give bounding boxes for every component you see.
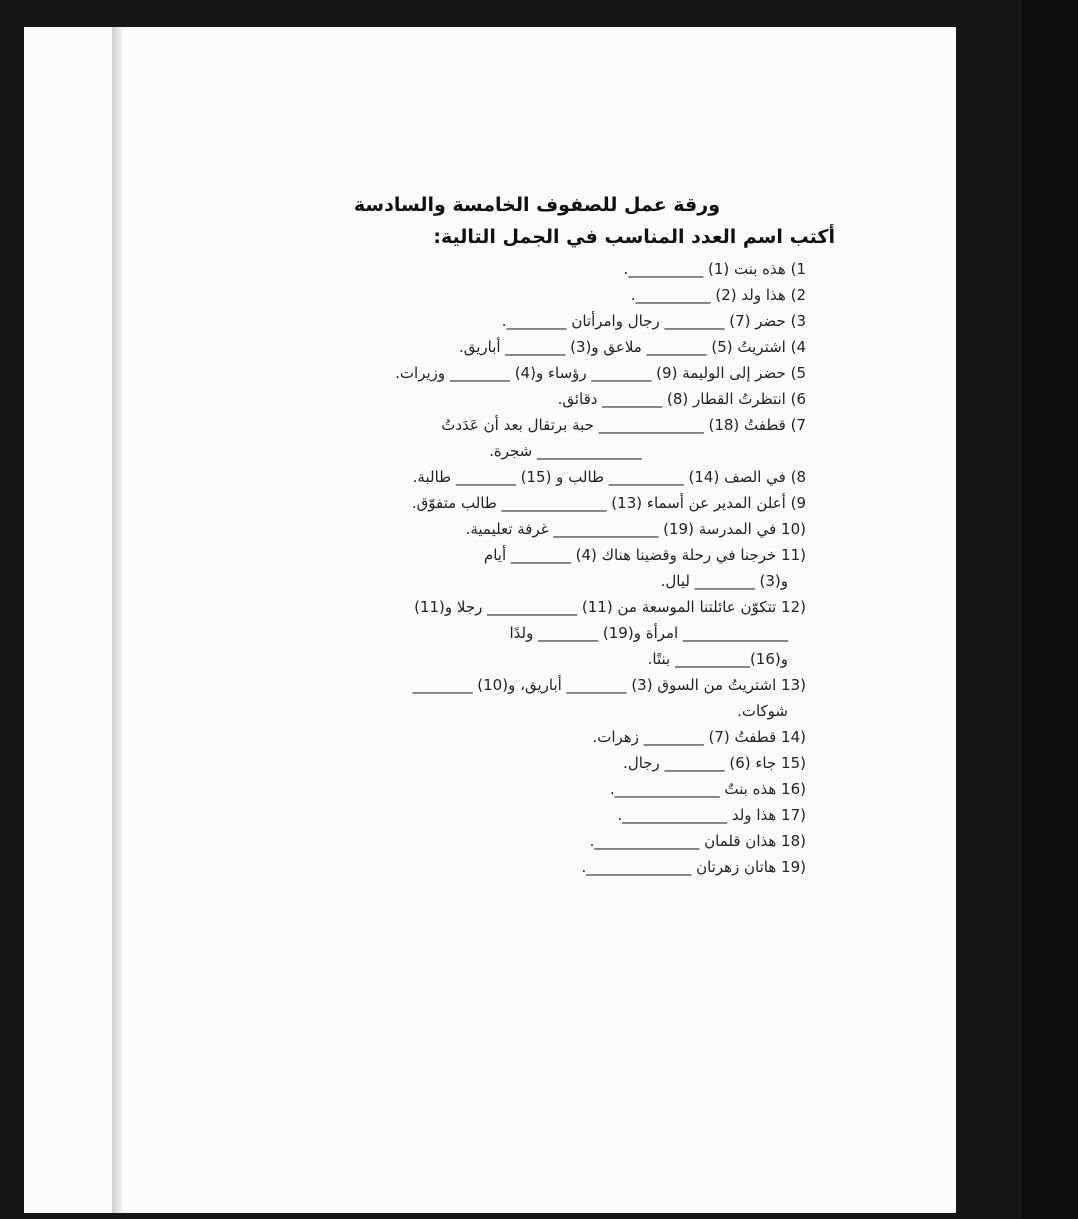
exercise-line-11: (11 خرجنا في رحلة وقضينا هناك (4) ________ أيام [483, 546, 806, 564]
exercise-line-4: 4) اشتريتُ (5) ________ ملاعق و(3) ________ أباريق. [458, 338, 806, 356]
page-gutter [112, 27, 122, 1213]
exercise-line-18: (18 هذان قلمان ______________. [589, 832, 806, 850]
exercise-line-6: 6) انتظرتُ القطار (8) ________ دقائق. [557, 390, 806, 408]
exercise-line-12-continuation-a: ______________ امرأة و(19) ________ ولدًا [509, 624, 788, 642]
exercise-line-13: (13 اشتريتُ من السوق (3) ________ أباريق، و(10) ________ [412, 676, 806, 694]
exercise-line-12-continuation-b: و(16)__________ بنتًا. [647, 650, 788, 668]
exercise-line-14: (14 قطفتُ (7) ________ زهرات. [592, 728, 806, 746]
exercise-line-15: (15 جاء (6) ________ رجال. [623, 754, 806, 772]
exercise-line-9: 9) أعلن المدير عن أسماء (13) ______________ طالب متفوّق. [411, 494, 806, 512]
exercise-line-7: 7) قطفتُ (18) ______________ حبة برتقال بعد أن عَدَدتُ [441, 416, 806, 434]
exercise-line-2: 2) هذا ولد (2) __________. [630, 286, 806, 304]
worksheet-instruction: أكتب اسم العدد المناسب في الجمل التالية: [433, 226, 835, 248]
exercise-line-3: 3) حضر (7) ________ رجال وامرأتان ________. [501, 312, 806, 330]
worksheet-title: ورقة عمل للصفوف الخامسة والسادسة [353, 194, 720, 216]
exercise-line-16: (16 هذه بنتٌ ______________. [609, 780, 806, 798]
exercise-line-10: (10 في المدرسة (19) ______________ غرفة تعليمية. [465, 520, 806, 538]
exercise-line-8: 8) في الصف (14) __________ طالب و (15) ________ طالبة. [412, 468, 806, 486]
viewer-right-bar [1022, 0, 1078, 1219]
exercise-line-13-continuation: شوكات. [737, 702, 788, 720]
exercise-line-5: 5) حضر إلى الوليمة (9) ________ رؤساء و(4) ________ وزيرات. [395, 364, 806, 382]
exercise-line-12: (12 تتكوّن عائلتنا الموسعة من (11) ____________ رجلا و(11) [414, 598, 806, 616]
exercise-line-19: (19 هاتان زهرتان ______________. [581, 858, 806, 876]
exercise-line-11-continuation: و(3) ________ ليال. [660, 572, 788, 590]
exercise-line-17: (17 هذا ولد ______________. [617, 806, 806, 824]
exercise-line-7-continuation: ______________ شجرة. [489, 442, 642, 460]
exercise-line-1: 1) هذه بنت (1) __________. [623, 260, 806, 278]
